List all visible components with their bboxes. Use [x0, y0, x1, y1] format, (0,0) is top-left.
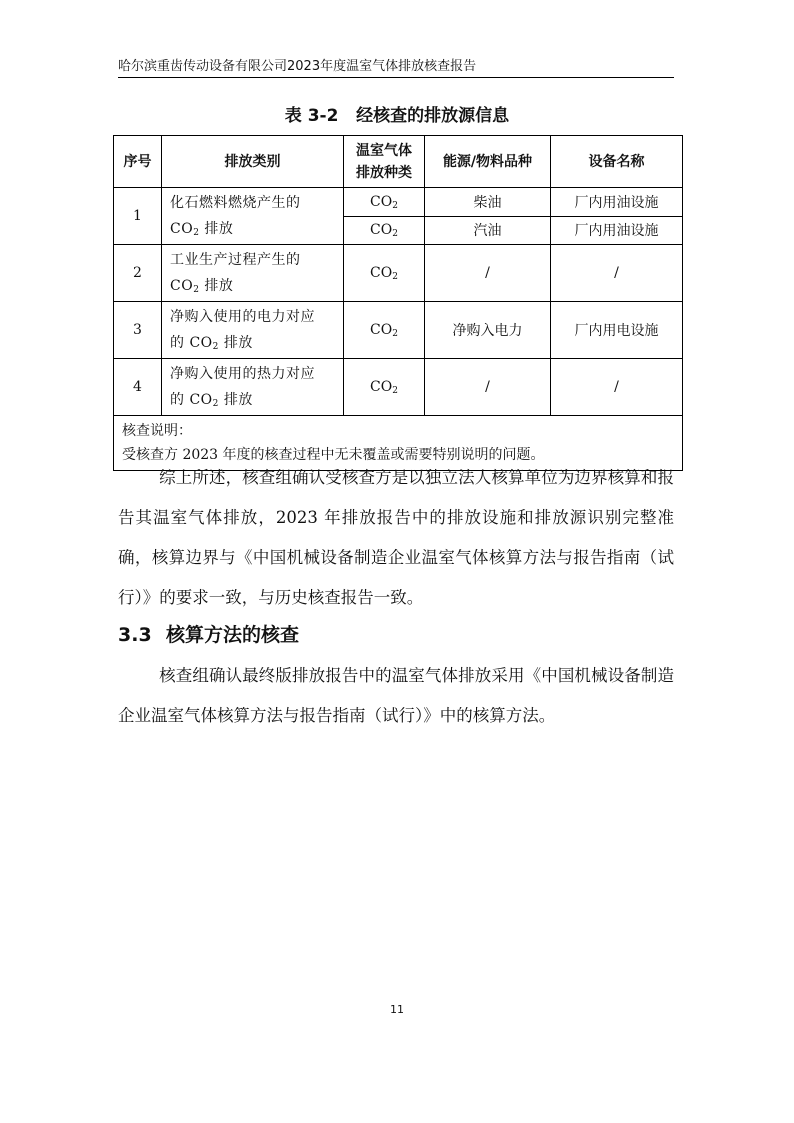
col-header-no: 序号 [114, 136, 162, 188]
col-header-gas: 温室气体 排放种类 [344, 136, 425, 188]
table-row [114, 245, 683, 302]
row-number: 1 [114, 188, 162, 245]
table-row [114, 302, 683, 359]
section-title: 核算方法的核查 [166, 624, 300, 646]
method-paragraph: 核查组确认最终版排放报告中的温室气体排放采用《中国机械设备制造企业温室气体核算方法与报告指南（试行）》中的核算方法。 [118, 666, 674, 725]
row-number: 3 [114, 302, 162, 359]
emission-category: 工业生产过程产生的 $CO_2$ 排放 [162, 245, 344, 302]
energy-type: / [425, 245, 551, 302]
energy-type: 净购入电力 [425, 302, 551, 359]
section-number: 3.3 [118, 624, 152, 646]
table-title: 表 3-2 经核查的排放源信息 [284, 106, 510, 126]
equipment-name: 厂内用油设施 [551, 216, 683, 245]
equipment-name: / [551, 359, 683, 416]
equipment-name: 厂内用电设施 [551, 302, 683, 359]
note-label: 核查说明： [122, 423, 192, 439]
row-number: 4 [114, 359, 162, 416]
page-header: 哈尔滨重齿传动设备有限公司2023年度温室气体排放核查报告 [118, 59, 477, 74]
table-header-row [114, 136, 683, 188]
header-rule [118, 77, 674, 78]
emission-category: 净购入使用的电力对应 的 $CO_2$ 排放 [162, 302, 344, 359]
col-header-energy: 能源/物料品种 [425, 136, 551, 188]
gas-type: $CO_2$ [344, 245, 425, 302]
emission-category: 净购入使用的热力对应 的 $CO_2$ 排放 [162, 359, 344, 416]
note-text: 受核查方 2023 年度的核查过程中无未覆盖或需要特别说明的问题。 [122, 447, 545, 463]
emission-source-table [113, 135, 683, 471]
page-number: 11 [390, 1003, 404, 1016]
col-header-category: 排放类别 [162, 136, 344, 188]
col-header-equipment: 设备名称 [551, 136, 683, 188]
equipment-name: / [551, 245, 683, 302]
gas-type: $CO_2$ [344, 302, 425, 359]
energy-type: / [425, 359, 551, 416]
gas-type: $CO_2$ [344, 188, 425, 217]
summary-paragraph: 综上所述，核查组确认受核查方是以独立法人核算单位为边界核算和报告其温室气体排放，2023 年排放报告中的排放设施和排放源识别完整准确，核算边界与《中国机械设备制造企业温室气体核算方法与报告指南（试行）》的要求一致，与历史核查报告一致。 [118, 468, 674, 607]
emission-category: 化石燃料燃烧产生的 $CO_2$ 排放 [162, 188, 344, 245]
gas-type: $CO_2$ [344, 216, 425, 245]
section-heading [118, 617, 299, 653]
row-number: 2 [114, 245, 162, 302]
table-row [114, 188, 683, 217]
gas-type: $CO_2$ [344, 359, 425, 416]
equipment-name: 厂内用油设施 [551, 188, 683, 217]
energy-type: 汽油 [425, 216, 551, 245]
energy-type: 柴油 [425, 188, 551, 217]
table-row [114, 359, 683, 416]
